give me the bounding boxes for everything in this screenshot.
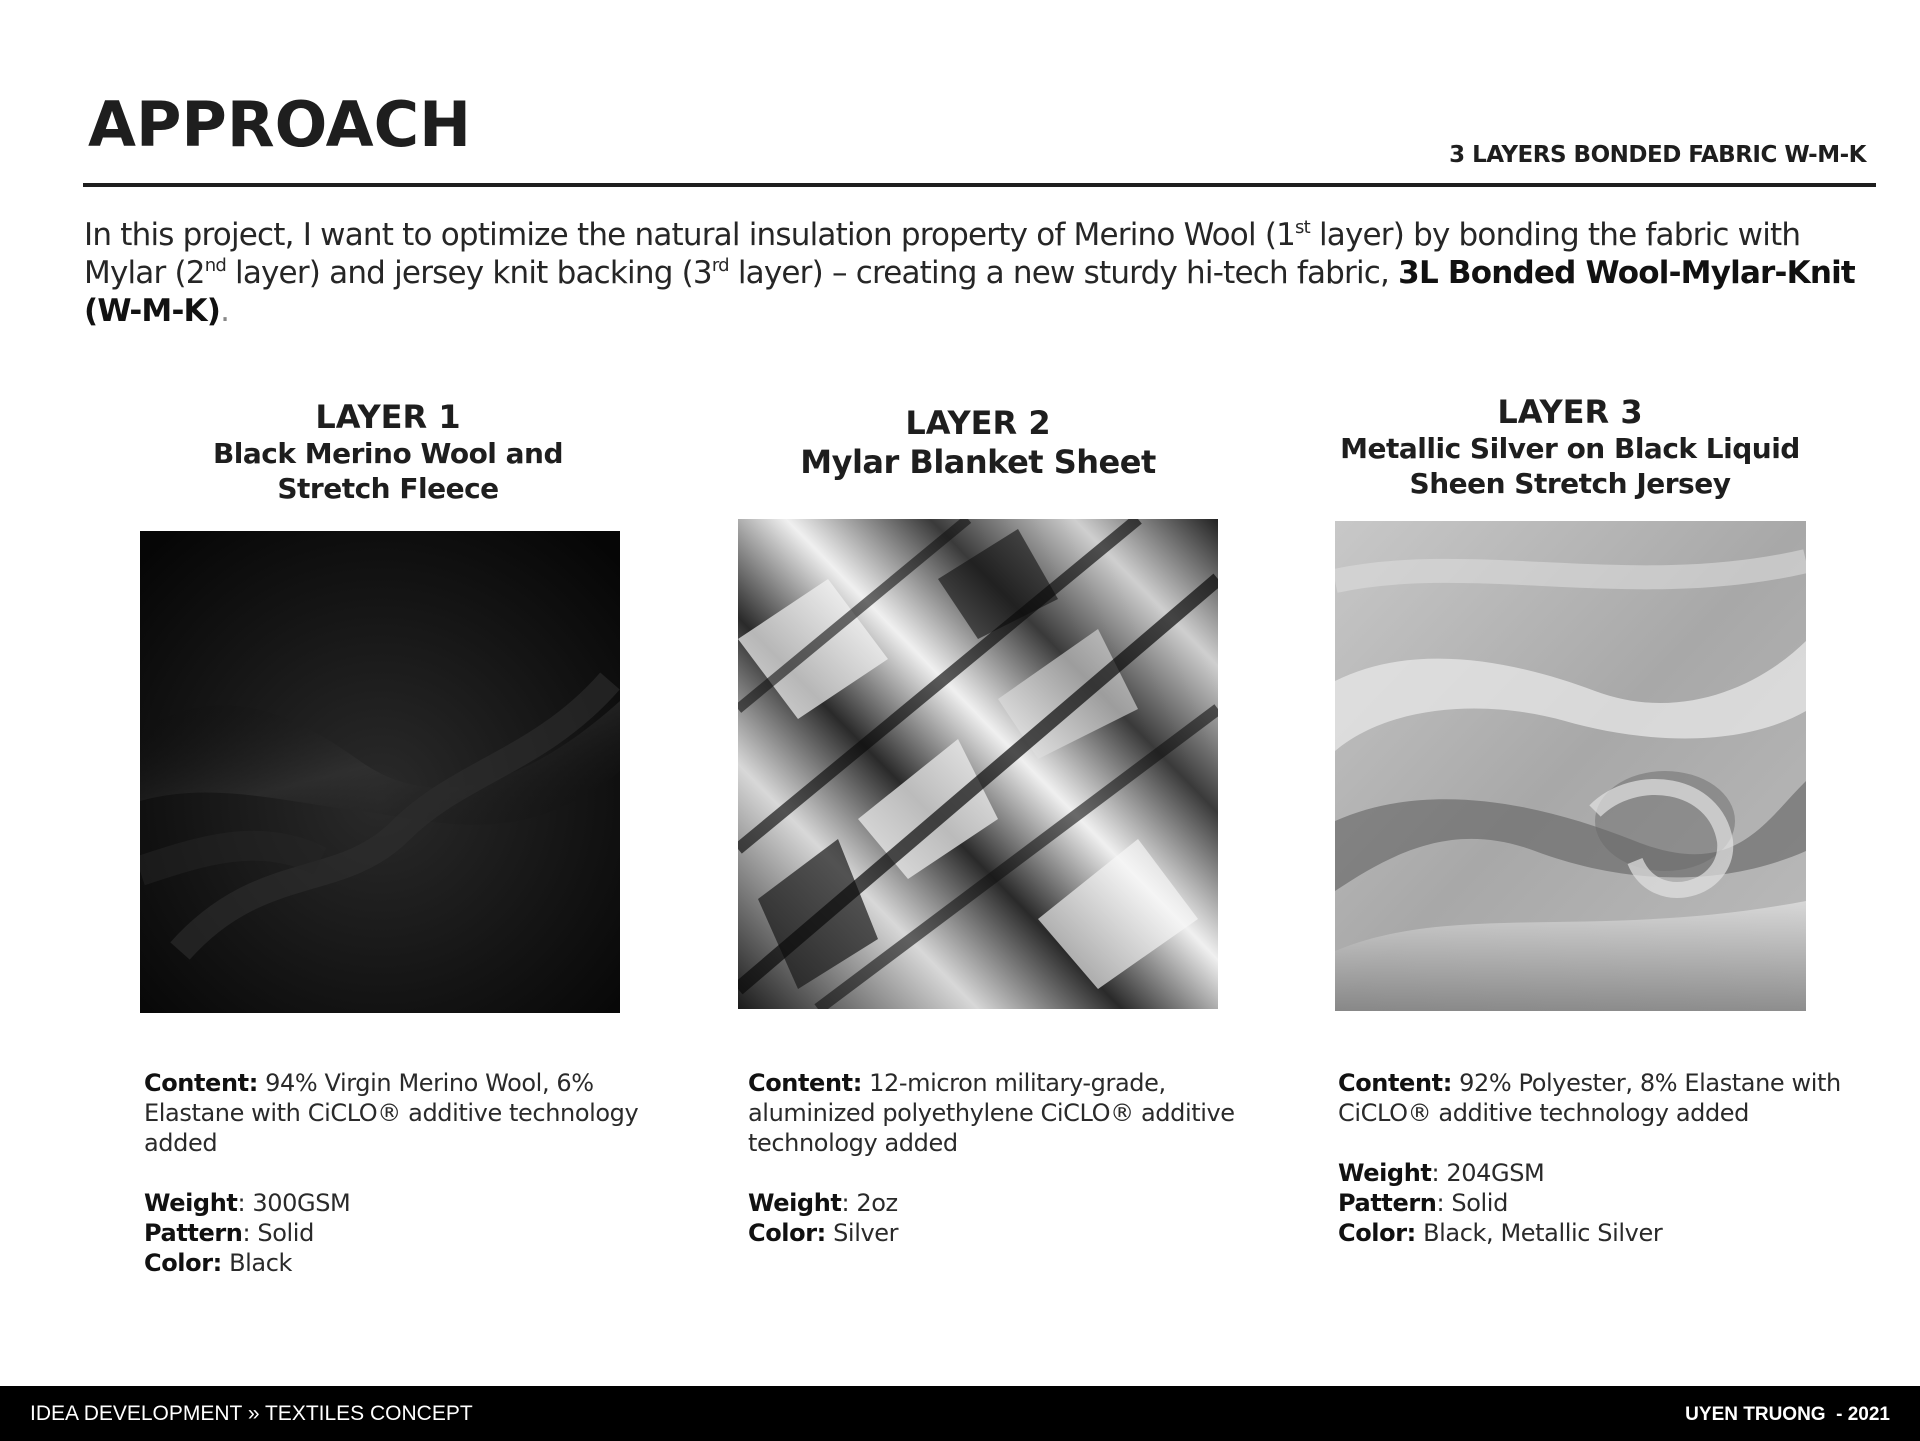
color-value: Black xyxy=(221,1249,293,1277)
footer-bar xyxy=(0,1386,1920,1441)
content-value-line3: technology added xyxy=(748,1129,958,1157)
content-label: Content: xyxy=(1338,1069,1452,1097)
layer-1-color xyxy=(144,1248,644,1278)
layer-2-heading xyxy=(778,404,1178,482)
weight-value: : 204GSM xyxy=(1431,1159,1545,1187)
footer-author: UYEN TRUONG - 2021 xyxy=(1685,1404,1890,1425)
layer-2-specs xyxy=(748,1068,1248,1248)
intro-period: . xyxy=(220,293,230,329)
layer-3-name-line1: Metallic Silver on Black Liquid xyxy=(1340,432,1800,465)
layer-2-name-line1: Mylar Blanket Sheet xyxy=(800,443,1156,481)
weight-value: : 2oz xyxy=(841,1189,898,1217)
layer-1-pattern xyxy=(144,1218,644,1248)
intro-text-3: layer) and jersey knit backing (3 xyxy=(225,255,712,291)
layer-3-content xyxy=(1338,1068,1878,1098)
intro-sup-3: rd xyxy=(711,255,729,276)
content-value-line1: 12-micron military-grade, xyxy=(861,1069,1166,1097)
header-divider xyxy=(83,183,1876,187)
weight-value: : 300GSM xyxy=(237,1189,351,1217)
layer-1-name-line2: Stretch Fleece xyxy=(277,472,499,505)
black-wool-fabric-image xyxy=(140,531,620,1013)
page-subtitle: 3 LAYERS BONDED FABRIC W-M-K xyxy=(1449,142,1866,168)
layer-1-content xyxy=(144,1068,644,1098)
content-value-line1: 92% Polyester, 8% Elastane with xyxy=(1451,1069,1841,1097)
weight-label: Weight xyxy=(1338,1159,1432,1187)
intro-text-1: In this project, I want to optimize the natural insulation property of Merino Wool (1 xyxy=(84,217,1296,253)
layer-2-color xyxy=(748,1218,1248,1248)
layer-3-name-line2: Sheen Stretch Jersey xyxy=(1409,467,1731,500)
layer-3-number: LAYER 3 xyxy=(1497,393,1643,431)
mylar-foil-image xyxy=(738,519,1218,1009)
color-label: Color: xyxy=(1338,1219,1416,1247)
color-label: Color: xyxy=(748,1219,826,1247)
content-value-line2: aluminized polyethylene CiCLO® additive xyxy=(748,1099,1235,1127)
pattern-label: Pattern xyxy=(144,1219,243,1247)
content-value-line2: Elastane with CiCLO® additive technology xyxy=(144,1099,639,1127)
layer-1-name-line1: Black Merino Wool and xyxy=(212,437,564,470)
layer-1-number: LAYER 1 xyxy=(315,398,461,436)
weight-label: Weight xyxy=(748,1189,842,1217)
pattern-value: : Solid xyxy=(1436,1189,1508,1217)
intro-sup-1: st xyxy=(1295,217,1310,238)
intro-text-2: layer) by bonding the fabric with Mylar (2 xyxy=(84,217,1801,291)
intro-paragraph xyxy=(84,216,1884,330)
layer-2-weight xyxy=(748,1188,1248,1218)
content-value-line1: 94% Virgin Merino Wool, 6% xyxy=(257,1069,594,1097)
layer-1-heading xyxy=(188,398,588,506)
layer-3-specs xyxy=(1338,1068,1878,1248)
footer-breadcrumb: IDEA DEVELOPMENT » TEXTILES CONCEPT xyxy=(30,1402,473,1425)
content-label: Content: xyxy=(144,1069,258,1097)
weight-label: Weight xyxy=(144,1189,238,1217)
pattern-label: Pattern xyxy=(1338,1189,1437,1217)
content-value-line3: added xyxy=(144,1129,218,1157)
silver-jersey-fabric-image xyxy=(1335,521,1806,1011)
layer-2-content xyxy=(748,1068,1248,1098)
layer-3-heading xyxy=(1340,393,1800,501)
layer-3-weight xyxy=(1338,1158,1878,1188)
page-title: APPROACH xyxy=(88,88,472,161)
color-label: Color: xyxy=(144,1249,222,1277)
pattern-value: : Solid xyxy=(242,1219,314,1247)
layer-1-weight xyxy=(144,1188,644,1218)
intro-sup-2: nd xyxy=(204,255,226,276)
content-label: Content: xyxy=(748,1069,862,1097)
color-value: Black, Metallic Silver xyxy=(1415,1219,1663,1247)
layer-1-specs xyxy=(144,1068,644,1278)
intro-text-4: layer) – creating a new sturdy hi-tech fabric, xyxy=(728,255,1399,291)
layer-3-color xyxy=(1338,1218,1878,1248)
intro-fabric-name: 3L Bonded Wool-Mylar-Knit (W-M-K) xyxy=(84,255,1855,329)
layer-2-number: LAYER 2 xyxy=(905,404,1051,442)
color-value: Silver xyxy=(825,1219,899,1247)
layer-3-pattern xyxy=(1338,1188,1878,1218)
content-value-line2: CiCLO® additive technology added xyxy=(1338,1099,1750,1127)
